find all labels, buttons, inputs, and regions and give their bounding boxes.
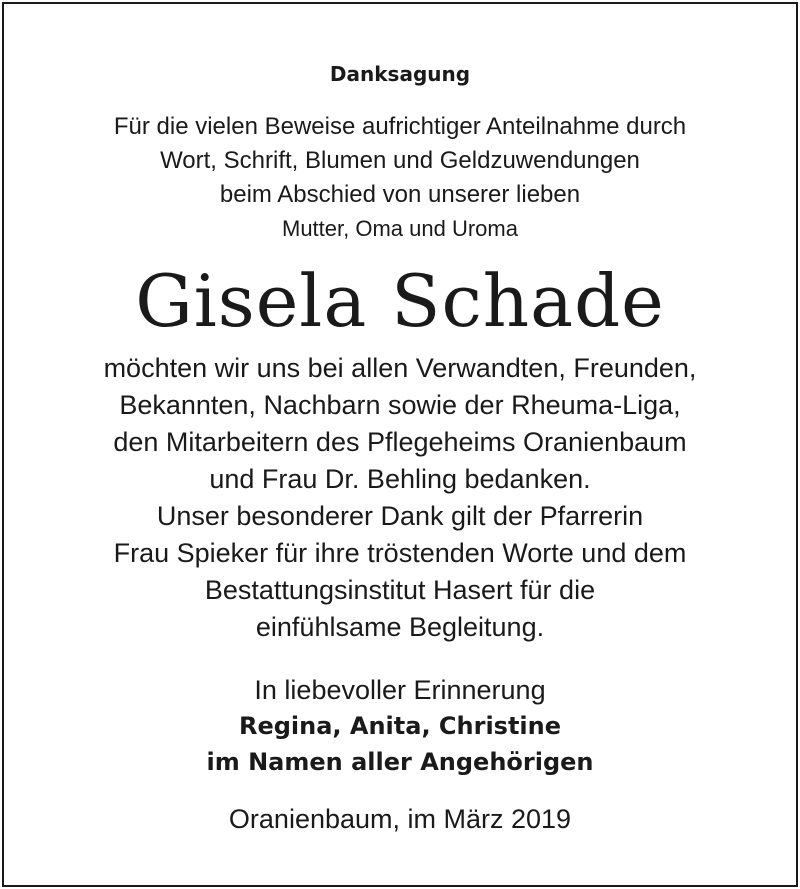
- body-line: Bekannten, Nachbarn sowie der Rheuma-Liga,: [119, 390, 681, 420]
- intro-line: beim Abschied von unserer lieben: [219, 181, 581, 208]
- body-line: Frau Spieker für ihre tröstenden Worte und dem: [113, 538, 687, 568]
- intro-line: Mutter, Oma und Uroma: [282, 216, 518, 241]
- intro-line: Wort, Schrift, Blumen und Geldzuwendungen: [160, 147, 640, 174]
- on-behalf-line: im Namen aller Angehörigen: [206, 748, 594, 776]
- body-line: den Mitarbeitern des Pflegeheims Oranienbaum: [113, 427, 687, 457]
- thanks-body: [4, 350, 796, 646]
- body-line: und Frau Dr. Behling bedanken.: [209, 464, 591, 494]
- body-line: möchten wir uns bei allen Verwandten, Freunden,: [103, 353, 697, 383]
- deceased-name: Gisela Schade: [135, 259, 665, 343]
- body-line: Unser besonderer Dank gilt der Pfarrerin: [156, 501, 644, 531]
- intro-line: Für die vielen Beweise aufrichtiger Anteilnahme durch: [113, 113, 687, 140]
- signers-line: Regina, Anita, Christine: [238, 712, 562, 740]
- notice-frame: [2, 2, 798, 887]
- closing-block: [4, 672, 796, 780]
- remembrance-line: In liebevoller Erinnerung: [254, 675, 546, 705]
- body-line: Bestattungsinstitut Hasert für die: [204, 575, 596, 605]
- notice-heading: Danksagung: [329, 62, 471, 86]
- intro-text: [4, 110, 796, 246]
- place-date: Oranienbaum, im März 2019: [228, 804, 572, 834]
- body-line: einfühlsame Begleitung.: [255, 612, 545, 642]
